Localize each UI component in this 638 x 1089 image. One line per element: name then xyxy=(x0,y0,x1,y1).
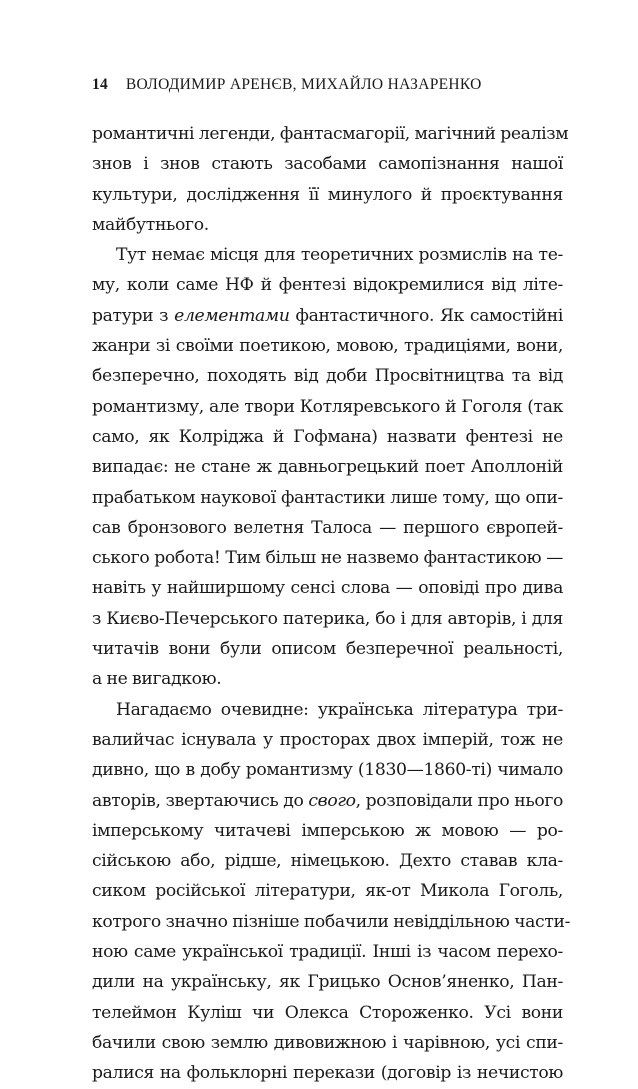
text-line: випадає: не стане ж давньогрецький поет Аполлоній xyxy=(92,457,563,478)
text-line: навіть у найширшому сенсі слова — оповіді про дива xyxy=(92,578,563,599)
text-line: котрого значно пізніше побачили невіддільною части- xyxy=(92,911,571,932)
page-number: 14 xyxy=(92,76,108,93)
text-line: з Києво-Печерського патерика, бо і для авторів, і для xyxy=(92,608,563,629)
text-line: ралися на фольклорні перекази (договір із нечистою xyxy=(92,1063,563,1084)
text-line: прабатьком наукової фантастики лише тому, що опи- xyxy=(92,487,563,508)
text-line: культури, дослідження її минулого й проєктування xyxy=(92,184,563,205)
text-line: телеймон Куліш чи Олекса Стороженко. Усі вони xyxy=(92,1002,563,1023)
text-line: читачів вони були описом безперечної реальності, xyxy=(92,639,563,660)
body-text xyxy=(92,119,571,1089)
text-line: романтичні легенди, фантасмагорії, магічний реалізм xyxy=(92,124,569,144)
text-line-mixed xyxy=(92,301,563,331)
text-line: валийчас існувала у просторах двох імперій, тож не xyxy=(92,729,563,750)
text-line: майбутнього. xyxy=(92,214,209,235)
text-line: дили на українську, як Грицько Основ’яненко, Пан- xyxy=(92,972,563,993)
text-fragment: авторів, звертаючись до xyxy=(92,790,309,811)
text-fragment: , розповідали про нього xyxy=(355,790,563,811)
text-line: му, коли саме НФ й фентезі відокремилися від літе- xyxy=(92,275,563,296)
text-line: Нагадаємо очевидне: українська література три- xyxy=(116,699,563,720)
emphasis-word: свого xyxy=(308,790,356,811)
text-line: ського робота! Тим більш не назвемо фантастикою — xyxy=(92,548,563,569)
text-line-mixed xyxy=(92,786,563,816)
text-line: романтизму, але твори Котляревського й Гоголя (так xyxy=(92,396,563,417)
text-fragment: ратури з xyxy=(92,305,175,326)
emphasis-word: елементами xyxy=(174,305,290,326)
text-line: сав бронзового велетня Талоса — першого європей- xyxy=(92,517,563,538)
text-fragment: фантастичного. Як самостійні xyxy=(289,305,563,326)
text-line: імперському читачеві імперською ж мовою — ро- xyxy=(92,820,563,841)
text-line: знов і знов стають засобами самопізнання нашої xyxy=(92,154,563,175)
text-line: жанри зі своїми поетикою, мовою, традиціями, вони, xyxy=(92,336,563,357)
text-line: ною саме української традиції. Інші із часом перехо- xyxy=(92,942,563,963)
text-line: безперечно, походять від доби Просвітництва та від xyxy=(92,366,563,387)
running-head xyxy=(92,70,562,100)
text-line: само, як Колріджа й Гофмана) назвати фентезі не xyxy=(92,426,563,447)
text-line: сійською або, рідше, німецькою. Дехто ставав кла- xyxy=(92,851,563,872)
text-line: дивно, що в добу романтизму (1830—1860-ті) чимало xyxy=(92,760,563,781)
text-line: сиком російської літератури, як-от Микола Гоголь, xyxy=(92,881,563,902)
text-line: а не вигадкою. xyxy=(92,669,222,690)
running-title: ВОЛОДИМИР АРЕНЄВ, МИХАЙЛО НАЗАРЕНКО xyxy=(125,76,482,93)
text-line: Тут немає місця для теоретичних розмислів на те- xyxy=(116,245,563,266)
text-line: бачили свою землю дивовижною і чарівною, усі спи- xyxy=(92,1032,563,1053)
